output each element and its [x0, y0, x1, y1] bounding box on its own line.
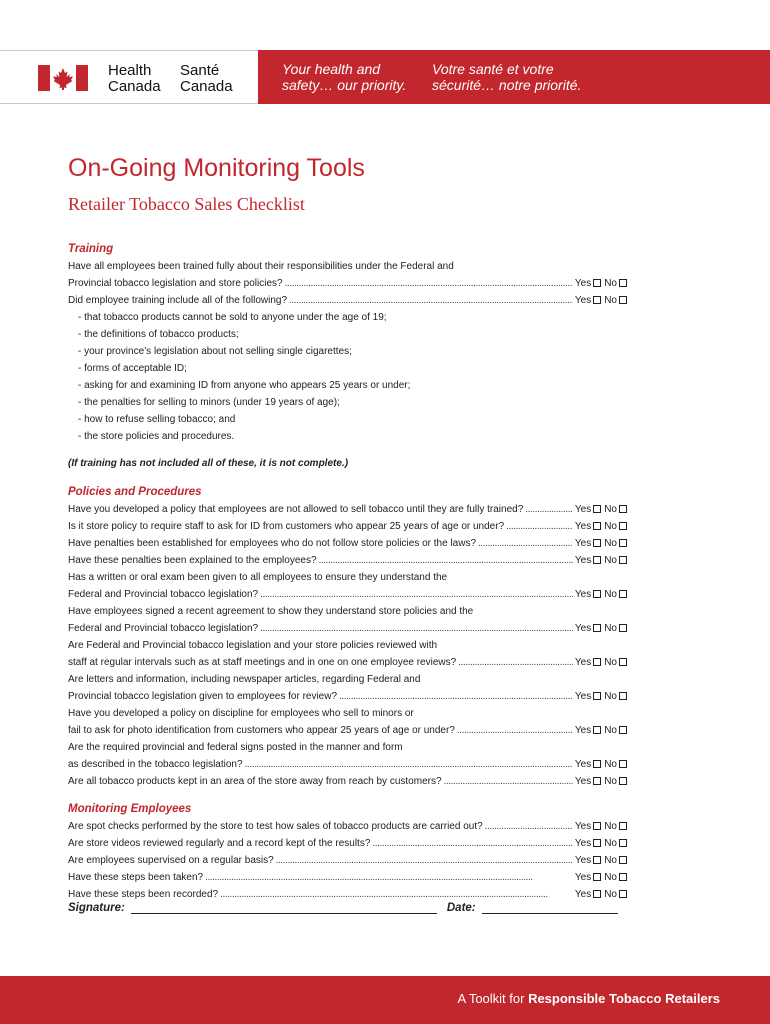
checklist-row — [68, 756, 630, 773]
yes-label: Yes — [574, 295, 592, 306]
yes-no-options — [575, 586, 630, 603]
list-item: - forms of acceptable ID; — [78, 363, 187, 374]
no-checkbox[interactable] — [619, 658, 627, 666]
no-label: No — [604, 278, 617, 289]
no-label: No — [604, 838, 617, 849]
yes-label: Yes — [574, 855, 592, 866]
yes-label: Yes — [574, 872, 592, 883]
yes-no-options — [575, 535, 630, 552]
dot-leader — [285, 275, 573, 292]
checklist-row — [68, 501, 630, 518]
no-label: No — [604, 504, 617, 515]
page-subtitle: Retailer Tobacco Sales Checklist — [68, 194, 305, 214]
no-checkbox[interactable] — [619, 839, 627, 847]
no-checkbox[interactable] — [619, 890, 627, 898]
yes-no-options — [575, 818, 630, 835]
page-title: On-Going Monitoring Tools — [68, 154, 365, 182]
no-label: No — [604, 776, 617, 787]
dot-leader — [478, 535, 573, 552]
list-item: - the store policies and procedures. — [78, 431, 235, 442]
yes-checkbox[interactable] — [593, 624, 601, 632]
no-label: No — [604, 295, 617, 306]
yes-no-options — [575, 886, 630, 903]
yes-label: Yes — [574, 538, 592, 549]
dot-leader — [506, 518, 573, 535]
yes-no-options — [575, 552, 630, 569]
yes-checkbox[interactable] — [593, 522, 601, 530]
no-checkbox[interactable] — [619, 279, 627, 287]
yes-no-options — [575, 620, 630, 637]
signature-field[interactable] — [131, 902, 437, 914]
checklist-row — [68, 518, 630, 535]
no-label: No — [604, 872, 617, 883]
yes-label: Yes — [574, 889, 592, 900]
dot-leader — [260, 586, 573, 603]
dot-leader — [372, 835, 572, 852]
question-text: Have employees signed a recent agreement to show they understand store policies and the — [68, 606, 474, 617]
checklist-row — [68, 818, 630, 835]
header-slogan-block — [258, 50, 770, 104]
yes-label: Yes — [574, 821, 592, 832]
yes-no-options — [575, 654, 630, 671]
dot-leader — [485, 818, 573, 835]
dot-leader — [276, 852, 573, 869]
checklist-row — [68, 835, 630, 852]
footer-bold-text: Responsible Tobacco Retailers — [528, 991, 720, 1006]
yes-label: Yes — [574, 278, 592, 289]
checklist-row — [68, 688, 630, 705]
yes-checkbox[interactable] — [593, 726, 601, 734]
list-item: - your province’s legislation about not selling single cigarettes; — [78, 346, 352, 357]
yes-no-options — [575, 501, 630, 518]
question-text: Are spot checks performed by the store to test how sales of tobacco products are carried out? — [68, 821, 483, 832]
canada-flag-icon — [38, 65, 88, 91]
question-text: fail to ask for photo identification from customers who appear 25 years of age or under? — [68, 725, 455, 736]
yes-checkbox[interactable] — [593, 873, 601, 881]
question-text: Are Federal and Provincial tobacco legislation and your store policies reviewed with — [68, 640, 438, 651]
checklist-row — [68, 586, 630, 603]
section-heading-training: Training — [68, 243, 114, 255]
slogan-en: Your health and safety… our priority. — [282, 61, 407, 93]
no-checkbox[interactable] — [619, 539, 627, 547]
section-heading-policies: Policies and Procedures — [68, 486, 202, 498]
yes-no-options — [575, 773, 630, 790]
dot-leader — [319, 552, 573, 569]
training-note: (If training has not included all of these, it is not complete.) — [68, 458, 349, 469]
question-text: Have you developed a policy that employees are not allowed to sell tobacco until they are fully trained? — [68, 504, 524, 515]
question-text: Provincial tobacco legislation given to employees for review? — [68, 691, 338, 702]
yes-label: Yes — [574, 691, 592, 702]
yes-no-options — [575, 869, 630, 886]
question-text: Are the required provincial and federal signs posted in the manner and form — [68, 742, 403, 753]
no-label: No — [604, 623, 617, 634]
checklist-row — [68, 852, 630, 869]
no-label: No — [604, 521, 617, 532]
dot-leader — [458, 654, 573, 671]
checklist-row — [68, 886, 630, 903]
checklist-row — [68, 654, 630, 671]
checklist-row — [68, 620, 630, 637]
list-item: - the penalties for selling to minors (under 19 years of age); — [78, 397, 340, 408]
yes-checkbox[interactable] — [593, 505, 601, 513]
yes-checkbox[interactable] — [593, 590, 601, 598]
yes-no-options — [575, 292, 630, 309]
no-label: No — [604, 538, 617, 549]
yes-no-options — [575, 688, 630, 705]
yes-label: Yes — [574, 555, 592, 566]
yes-checkbox[interactable] — [593, 777, 601, 785]
question-text: Have penalties been established for employees who do not follow store policies or the laws? — [68, 538, 477, 549]
question-text: Federal and Provincial tobacco legislation? — [68, 623, 259, 634]
yes-label: Yes — [574, 725, 592, 736]
no-checkbox[interactable] — [619, 296, 627, 304]
checklist-content — [68, 240, 630, 903]
dot-leader — [220, 886, 573, 903]
yes-label: Yes — [574, 623, 592, 634]
question-text: Provincial tobacco legislation and store policies? — [68, 278, 283, 289]
no-label: No — [604, 889, 617, 900]
no-checkbox[interactable] — [619, 522, 627, 530]
no-label: No — [604, 555, 617, 566]
yes-no-options — [575, 756, 630, 773]
yes-label: Yes — [574, 504, 592, 515]
dot-leader — [289, 292, 573, 309]
yes-checkbox[interactable] — [593, 856, 601, 864]
yes-no-options — [575, 275, 630, 292]
dot-leader — [444, 773, 573, 790]
dot-leader — [205, 869, 573, 886]
yes-label: Yes — [574, 776, 592, 787]
question-text: Did employee training include all of the following? — [68, 295, 288, 306]
no-label: No — [604, 691, 617, 702]
question-text: Federal and Provincial tobacco legislation? — [68, 589, 259, 600]
no-checkbox[interactable] — [619, 777, 627, 785]
no-checkbox[interactable] — [619, 873, 627, 881]
no-checkbox[interactable] — [619, 760, 627, 768]
yes-checkbox[interactable] — [593, 296, 601, 304]
list-item: - that tobacco products cannot be sold to anyone under the age of 19; — [78, 312, 387, 323]
dot-leader — [260, 620, 573, 637]
dot-leader — [525, 501, 573, 518]
question-text: Are store videos reviewed regularly and a record kept of the results? — [68, 838, 371, 849]
yes-checkbox[interactable] — [593, 539, 601, 547]
question-text: Are all tobacco products kept in an area of the store away from reach by customers? — [68, 776, 442, 787]
section-heading-monitoring: Monitoring Employees — [68, 803, 192, 815]
no-checkbox[interactable] — [619, 856, 627, 864]
question-text: as described in the tobacco legislation? — [68, 759, 243, 770]
list-item: - asking for and examining ID from anyone who appears 25 years or under; — [78, 380, 411, 391]
yes-checkbox[interactable] — [593, 556, 601, 564]
department-name-fr: Santé Canada — [180, 62, 233, 95]
question-text: Have you developed a policy on discipline for employees who sell to minors or — [68, 708, 414, 719]
yes-label: Yes — [574, 838, 592, 849]
no-checkbox[interactable] — [619, 726, 627, 734]
no-label: No — [604, 589, 617, 600]
question-text: Is it store policy to require staff to ask for ID from customers who appear 25 years of age or under? — [68, 521, 505, 532]
checklist-row — [68, 722, 630, 739]
header-identity-block — [0, 50, 258, 104]
yes-checkbox[interactable] — [593, 692, 601, 700]
footer-text — [457, 991, 720, 1006]
checklist-row — [68, 552, 630, 569]
yes-checkbox[interactable] — [593, 658, 601, 666]
checklist-row — [68, 275, 630, 292]
list-item: - how to refuse selling tobacco; and — [78, 414, 236, 425]
yes-no-options — [575, 835, 630, 852]
dot-leader — [339, 688, 573, 705]
yes-no-options — [575, 722, 630, 739]
footer-prefix: A Toolkit for — [457, 991, 529, 1006]
yes-checkbox[interactable] — [593, 890, 601, 898]
question-text: Have these steps been taken? — [68, 872, 204, 883]
dot-leader — [457, 722, 573, 739]
signature-label: Signature: — [68, 902, 125, 914]
yes-checkbox[interactable] — [593, 279, 601, 287]
signature-row — [68, 902, 630, 914]
question-text: Have these steps been recorded? — [68, 889, 219, 900]
yes-label: Yes — [574, 521, 592, 532]
department-name-en: Health Canada — [108, 62, 161, 95]
dot-leader — [245, 756, 573, 773]
checklist-row — [68, 535, 630, 552]
date-field[interactable] — [482, 902, 618, 914]
slogan-fr: Votre santé et votre sécurité… notre priorité. — [432, 61, 582, 93]
no-checkbox[interactable] — [619, 590, 627, 598]
yes-no-options — [575, 518, 630, 535]
no-checkbox[interactable] — [619, 505, 627, 513]
question-text: Has a written or oral exam been given to all employees to ensure they understand the — [68, 572, 448, 583]
no-checkbox[interactable] — [619, 624, 627, 632]
question-text: Are letters and information, including newspaper articles, regarding Federal and — [68, 674, 421, 685]
no-label: No — [604, 759, 617, 770]
no-checkbox[interactable] — [619, 692, 627, 700]
checklist-row — [68, 869, 630, 886]
no-checkbox[interactable] — [619, 556, 627, 564]
yes-checkbox[interactable] — [593, 760, 601, 768]
date-label: Date: — [446, 902, 476, 914]
yes-checkbox[interactable] — [593, 839, 601, 847]
yes-no-options — [575, 852, 630, 869]
yes-label: Yes — [574, 657, 592, 668]
checklist-row — [68, 773, 630, 790]
checklist-row — [68, 292, 630, 309]
yes-label: Yes — [574, 589, 592, 600]
yes-label: Yes — [574, 759, 592, 770]
header-banner — [0, 50, 770, 104]
yes-checkbox[interactable] — [593, 822, 601, 830]
list-item: - the definitions of tobacco products; — [78, 329, 239, 340]
no-label: No — [604, 855, 617, 866]
footer-banner — [0, 976, 770, 1024]
no-checkbox[interactable] — [619, 822, 627, 830]
question-text: Have all employees been trained fully about their responsibilities under the Federal and — [68, 261, 454, 272]
question-text: staff at regular intervals such as at staff meetings and in one on one employee reviews? — [68, 657, 457, 668]
no-label: No — [604, 821, 617, 832]
question-text: Have these penalties been explained to the employees? — [68, 555, 317, 566]
no-label: No — [604, 725, 617, 736]
question-text: Are employees supervised on a regular basis? — [68, 855, 274, 866]
no-label: No — [604, 657, 617, 668]
